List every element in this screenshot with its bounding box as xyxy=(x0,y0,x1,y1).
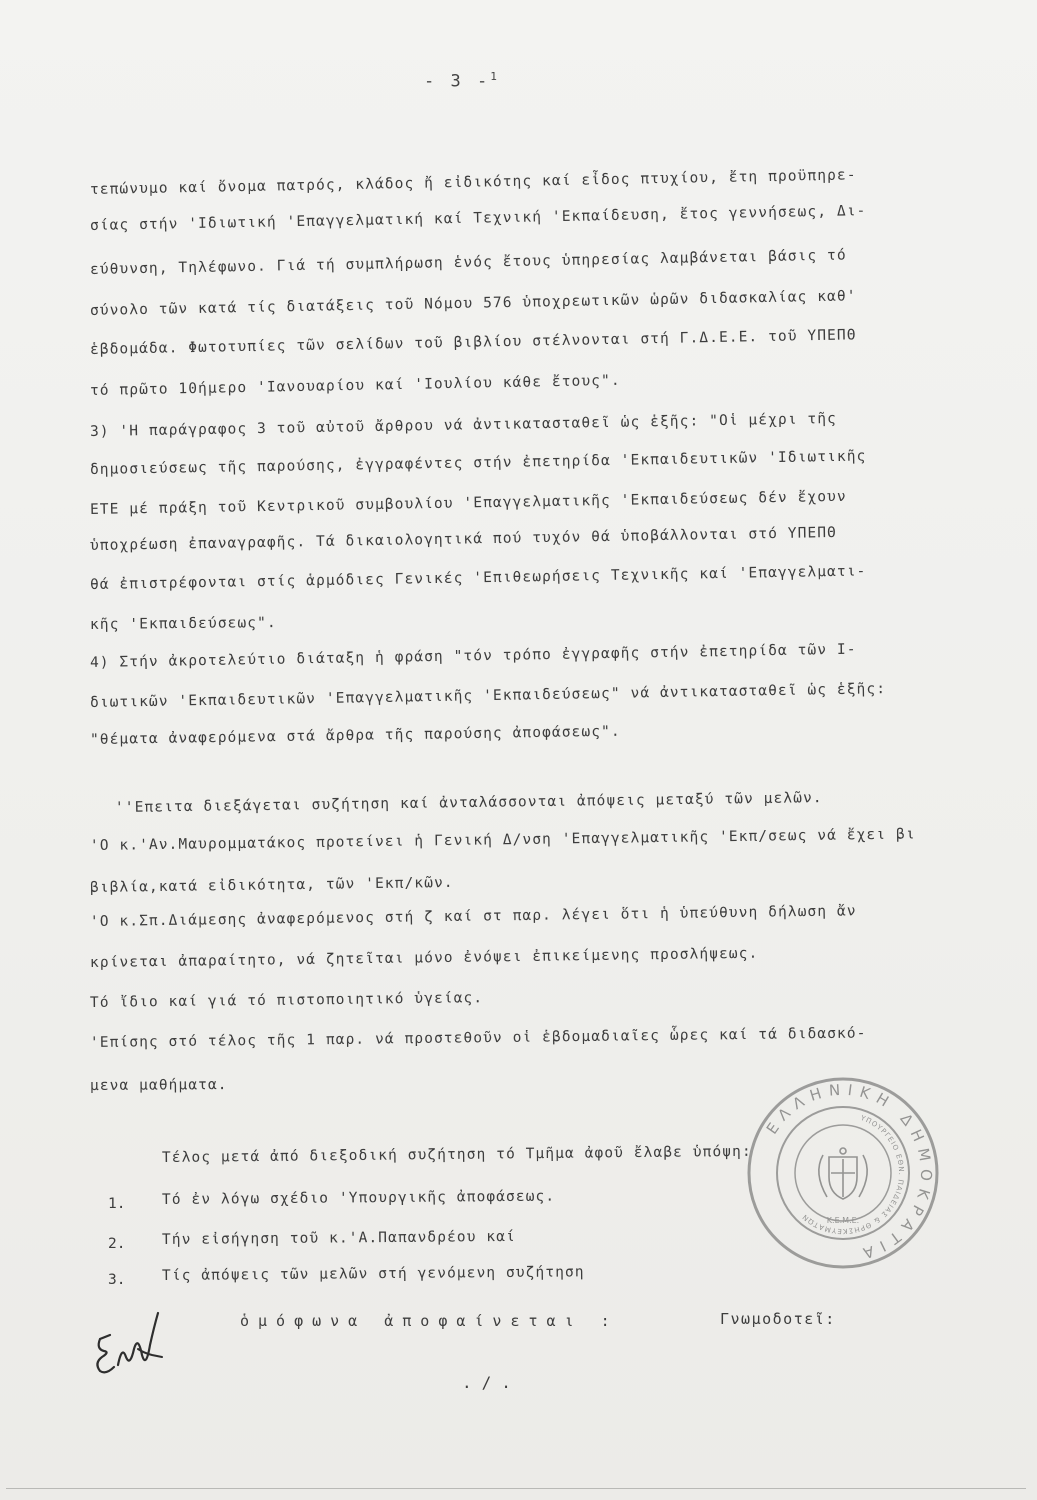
body-line: δημοσιεύσεως τῆς παρούσης, ἐγγραφέντες στήν ἐπετηρίδα 'Εκπαιδευτικῶν 'Ιδιωτικῆς xyxy=(89,448,867,478)
stamp-bottom-text: Κ.Ε.Μ.Ε. xyxy=(826,1216,860,1225)
page-number xyxy=(424,70,497,92)
body-line: θά ἐπιστρέφονται στίς ἁρμόδιες Γενικές 'Επιθεωρήσεις Τεχνικῆς καί 'Επαγγελματι- xyxy=(89,563,867,593)
numbered-item-text: Τήν εἰσήγηση τοῦ κ.'Α.Παπανδρέου καί xyxy=(161,1228,516,1248)
body-line: ὑποχρέωση ἐπαναγραφῆς. Τά δικαιολογητικά πού τυχόν θά ὑποβάλλονται στό ΥΠΕΠΘ xyxy=(89,524,838,554)
page-number-text: - 3 - xyxy=(424,71,491,92)
body-line: Τέλος μετά ἀπό διεξοδική συζήτηση τό Τμῆμα ἀφοῦ ἔλαβε ὑπόψη: xyxy=(161,1143,752,1166)
body-line: σίας στήν 'Ιδιωτική 'Επαγγελματική καί Τεχνική 'Εκπαίδευση, ἔτος γεννήσεως, Δι- xyxy=(89,203,867,234)
numbered-item-number: 1. xyxy=(108,1196,126,1212)
body-line: μενα μαθήματα. xyxy=(89,1077,228,1094)
numbered-item-number: 2. xyxy=(108,1236,126,1252)
body-line: 'Ο κ.'Αν.Μαυρομματάκος προτείνει ἡ Γενική Δ/νση 'Επαγγελματικῆς 'Εκπ/σεως νά ἔχει βι xyxy=(89,826,916,854)
decision-phrase: ὁμόφωνα ἀποφαίνεται : xyxy=(240,1312,619,1330)
numbered-item-number: 3. xyxy=(108,1272,126,1288)
body-line: 'Επίσης στό τέλος τῆς 1 παρ. νά προστεθοῦν οἱ ἑβδομαδιαῖες ὧρες καί τά διδασκό- xyxy=(89,1025,867,1051)
body-line: 3) 'Η παράγραφος 3 τοῦ αὐτοῦ ἄρθρου νά ἀντικατασταθεῖ ὡς ἑξῆς: "Οἱ μέχρι τῆς xyxy=(89,410,838,440)
body-line: εύθυνση, Τηλέφωνο. Γιά τή συμπλήρωση ἑνός ἔτους ὑπηρεσίας λαμβάνεται βάσις τό xyxy=(89,247,847,278)
body-line: ''Επειτα διεξάγεται συζήτηση καί ἀνταλάσσονται ἀπόψεις μεταξύ τῶν μελῶν. xyxy=(114,790,823,816)
body-line: κρίνεται ἀπαραίτητο, νά ζητεῖται μόνο ἐνόψει ἐπικείμενης προσλήψεως. xyxy=(89,945,759,971)
numbered-item-text: Τό ἐν λόγω σχέδιο 'Υπουργικῆς ἀποφάσεως. xyxy=(161,1188,556,1208)
handwritten-signature-icon xyxy=(92,1305,172,1385)
decision-verb: Γνωμοδοτεῖ: xyxy=(720,1310,836,1328)
body-line: ἑβδομάδα. Φωτοτυπίες τῶν σελίδων τοῦ βιβλίου στέλνονται στή Γ.Δ.Ε.Ε. τοῦ ΥΠΕΠΘ xyxy=(89,327,857,358)
body-line: βιβλία,κατά εἰδικότητα, τῶν 'Εκπ/κῶν. xyxy=(89,874,454,896)
body-line: 4) Στήν ἀκροτελεύτιο διάταξη ἡ φράση "τόν τρόπο ἐγγραφῆς στήν ἐπετηρίδα τῶν Ι- xyxy=(89,641,857,671)
official-stamp xyxy=(743,1073,943,1273)
page-edge-line xyxy=(6,1488,1026,1489)
numbered-item-text: Τίς ἀπόψεις τῶν μελῶν στή γενόμενη συζήτηση xyxy=(161,1264,585,1284)
body-line: "θέματα ἀναφερόμενα στά ἄρθρα τῆς παρούσης ἀποφάσεως". xyxy=(89,723,621,748)
body-line: κῆς 'Εκπαιδεύσεως". xyxy=(89,615,277,633)
body-line: ΕΤΕ μέ πράξη τοῦ Κεντρικοῦ συμβουλίου 'Επαγγελματικῆς 'Εκπαιδεύσεως δέν ἔχουν xyxy=(89,488,847,518)
body-line: σύνολο τῶν κατά τίς διατάξεις τοῦ Νόμου 576 ὑποχρεωτικῶν ὡρῶν διδασκαλίας καθ' xyxy=(89,288,857,319)
stamp-inner-text: ΥΠΟΥΡΓΕΙΟ ΕΘΝ. ΠΑΙΔΕΙΑΣ & ΘΡΗΣΚΕΥΜΑΤΩΝ xyxy=(800,1114,906,1236)
stamp-outer-text: ΕΛΛΗΝΙΚΗ ΔΗΜΟΚΡΑΤΙΑ xyxy=(762,1080,936,1264)
page-number-superscript: 1 xyxy=(490,70,497,83)
body-line: τεπώνυμο καί ὄνομα πατρός, κλάδος ἤ εἰδικότης καί εἶδος πτυχίου, ἔτη προϋπηρε- xyxy=(89,167,857,198)
body-line: Τό ἴδιο καί γιά τό πιστοποιητικό ὑγείας. xyxy=(89,990,484,1011)
body-line: διωτικῶν 'Εκπαιδευτικῶν 'Επαγγελματικῆς 'Εκπαιδεύσεως" νά ἀντικατασταθεῖ ὡς ἑξῆς: xyxy=(89,681,887,711)
body-line: 'Ο κ.Σπ.Διάμεσης ἀναφερόμενος στή ζ καί στ παρ. λέγει ὅτι ἡ ὑπεύθυνη δήλωση ἄν xyxy=(89,903,857,930)
body-line: τό πρῶτο 10ήμερο 'Ιανουαρίου καί 'Ιουλίου κάθε ἔτους". xyxy=(89,372,621,399)
coat-of-arms-icon xyxy=(819,1148,867,1199)
continuation-mark: ./. xyxy=(462,1373,521,1392)
